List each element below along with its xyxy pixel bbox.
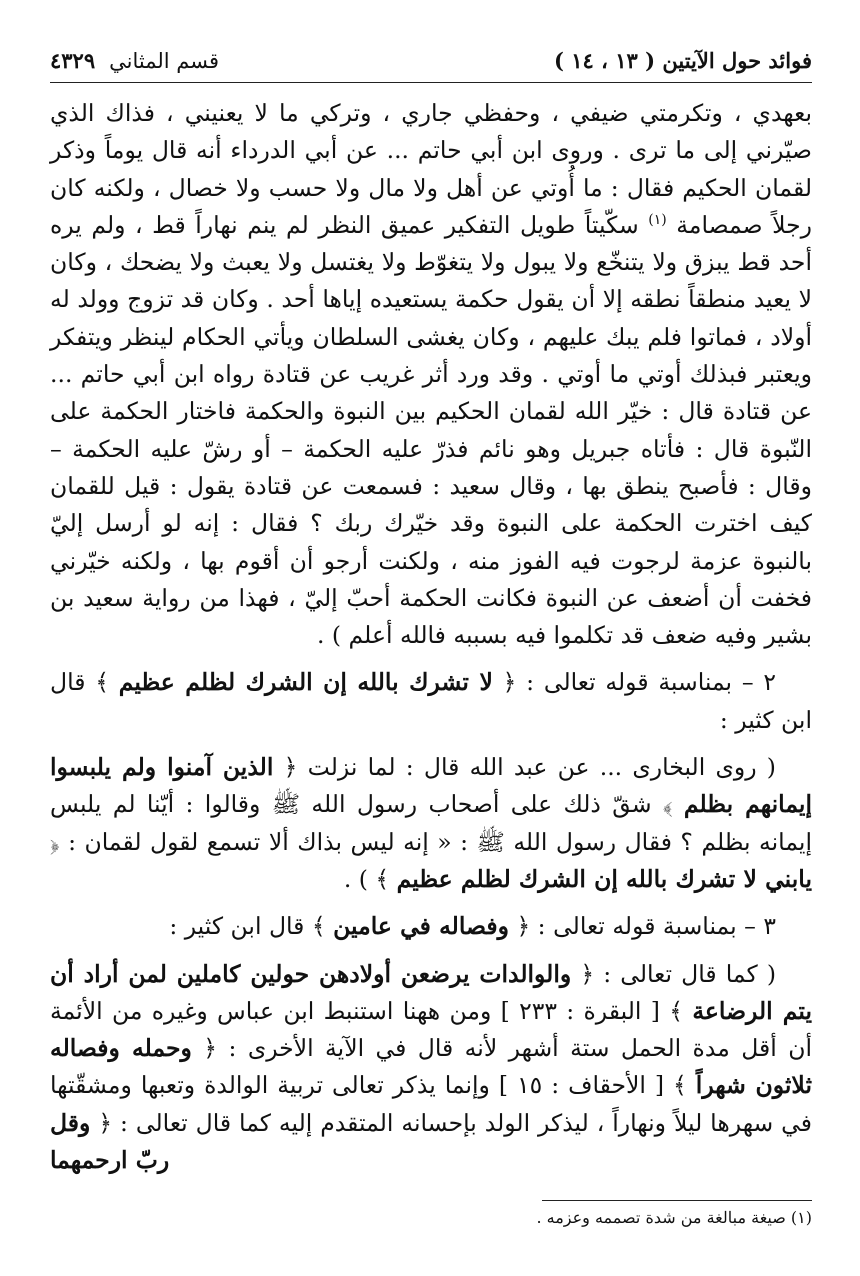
quran-verse: والوالدات يرضعن أولادهن حولين كاملين لمن أراد أن يتم الرضاعة <box>50 959 812 1025</box>
running-title: فوائد حول الآيتين ( ١٣ ، ١٤ ) <box>554 48 812 73</box>
text-run: ﴾ قال ابن كثير : <box>50 668 812 734</box>
page-number: ٤٣٢٩ <box>50 48 96 73</box>
quran-verse: وحمله وفصاله ثلاثون شهراً <box>50 1034 812 1100</box>
body-text <box>50 95 812 1179</box>
quran-verse: لا تشرك بالله إن الشرك لظلم عظيم <box>118 668 493 697</box>
text-run: ﴾ ) . <box>343 864 397 893</box>
text-run: ﴾ قال ابن كثير : <box>169 912 334 941</box>
footnote-divider <box>542 1200 812 1201</box>
paragraph <box>50 908 812 945</box>
paragraph <box>50 956 812 1180</box>
quran-verse: وفصاله في عامين <box>333 912 509 941</box>
text-run: ﴾ شقّ ذلك على أصحاب رسول الله ﷺ وقالوا : أيّنا لم يلبس إيمانه بظلم ؟ فقال رسول الله ﷺ : « إنه ليس بذاك ألا تسمع لقول لقمان : ﴿ <box>50 790 812 856</box>
text-run: ( كما قال تعالى : ﴿ <box>571 959 776 988</box>
quran-verse: الذين آمنوا ولم يلبسوا إيمانهم بظلم <box>50 753 812 819</box>
footnote: (١) صيغة مبالغة من شدة تصممه وعزمه . <box>536 1208 812 1227</box>
page-header <box>50 40 812 83</box>
book-page <box>50 40 812 1240</box>
quran-verse: وقل ربّ ارحمهما <box>50 1108 170 1175</box>
section-and-page-number <box>50 48 219 73</box>
text-run: بعهدي ، وتكرمتي ضيفي ، وحفظي جاري ، وتركي ما لا يعنيني ، فذاك الذي صيّرني إلى ما ترى . وروى ابن أبي حاتم ... عن أبي الدرداء أنه قال يوماً وذكر لقمان الحكيم فقال : ما أُوتي عن أهل ولا مال ولا حسب ولا خصال ، ولكنه كان رجلاً صمصامة <box>50 99 812 239</box>
text-run: ٢ – بمناسبة قوله تعالى : ﴿ <box>492 668 777 697</box>
paragraph <box>50 749 812 898</box>
text-run: ﴾ [ البقرة : ٢٣٣ ] ومن ههنا استنبط ابن عباس وغيره من الأئمة أن أقل مدة الحمل ستة أشهر لأنه قال في الآية الأخرى : ﴿ <box>50 996 812 1063</box>
quran-verse: يابني لا تشرك بالله إن الشرك لظلم عظيم <box>396 864 812 893</box>
text-run: ( روى البخارى ... عن عبد الله قال : لما نزلت ﴿ <box>273 753 776 782</box>
footnote-ref: (١) <box>648 212 667 229</box>
paragraph <box>50 95 812 654</box>
section-name: قسم المثاني <box>109 49 220 73</box>
text-run: ﴾ [ الأحقاف : ١٥ ] وإنما يذكر تعالى تربية الوالدة وتعبها ومشقّتها في سهرها ليلاً ونهاراً ، ليذكر الولد بإحسانه المتقدم إليه كما قال تعالى : ﴿ <box>50 1071 812 1137</box>
text-run: ٣ – بمناسبة قوله تعالى : ﴿ <box>508 912 776 941</box>
text-run: سكّيتاً طويل التفكير عميق النظر لم ينم نهاراً قط ، ولم يره أحد قط يبزق ولا يتنخّع ولا يبول ولا يتغوّط ولا يغتسل ولا يعبث ولا يضحك ، وكان لا يعيد منطقاً نطقه إلا أن يقول حكمة يستعيده إياها أحد . وكان قد تزوج وولد له أولاد ، فماتوا فلم يبك عليهم ، وكان يغشى السلطان ويأتي الحكام لينظر ويتفكر ويعتبر فبذلك أوتي ما أوتي . وقد ورد أثر غريب عن قتادة رواه ابن أبي حاتم ... عن قتادة قال : خيّر الله لقمان الحكيم بين النبوة والحكمة فاختار الحكمة على النّبوة قال : فأتاه جبريل وهو نائم فذرّ عليه الحكمة – أو رشّ عليه الحكمة – وقال : فأصبح ينطق بها ، وقال سعيد : فسمعت عن قتادة يقول : قيل للقمان كيف اخترت الحكمة على النبوة وقد خيّرك ربك ؟ فقال : إنه لو أرسل إليّ بالنبوة عزمة لرجوت فيه الفوز منه ، ولكنت أرجو أن أقوم بها ، ولكنه خيّرني فخفت أن أضعف عن النبوة فكانت الحكمة أحبّ إليّ ، فهذا من رواية سعيد بن بشير وفيه ضعف قد تكلموا فيه بسببه فالله أعلم ) . <box>50 210 812 650</box>
paragraph <box>50 664 812 739</box>
